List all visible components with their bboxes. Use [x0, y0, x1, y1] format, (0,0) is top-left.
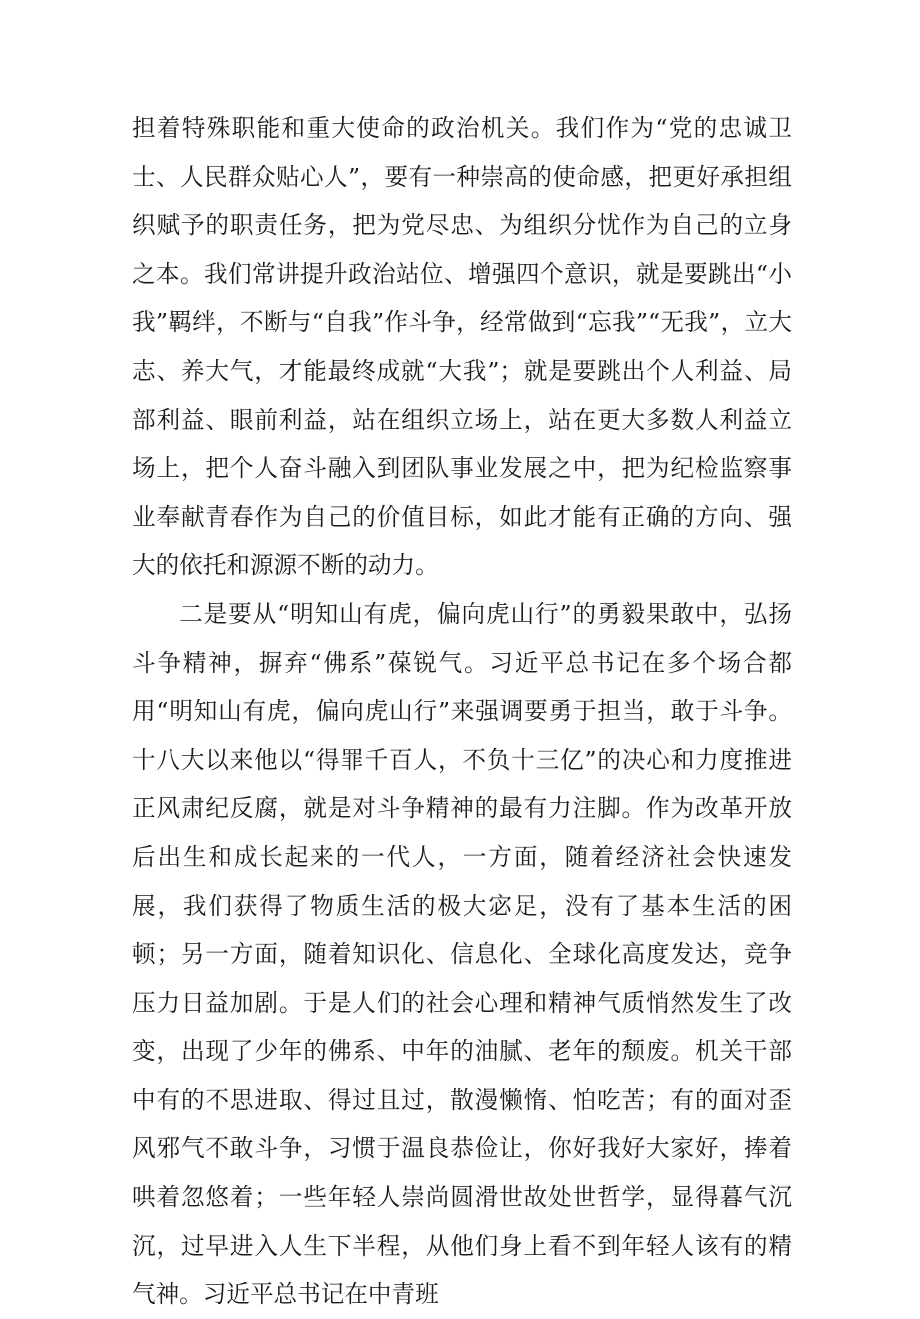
document-body — [132, 104, 792, 1319]
paragraph-continuation: 担着特殊职能和重大使命的政治机关。我们作为“党的忠诚卫士、人民群众贴心人”，要有一种崇高的使命感，把更好承担组织赋予的职责任务，把为党尽忠、为组织分忧作为自己的立身之本。我们常讲提升政治站位、增强四个意识，就是要跳出“小我”羁绊，不断与“自我”作斗争，经常做到“忘我”“无我”，立大志、养大气，才能最终成就“大我”；就是要跳出个人利益、局部利益、眼前利益，站在组织立场上，站在更大多数人利益立场上，把个人奋斗融入到团队事业发展之中，把为纪检监察事业奉献青春作为自己的价值目标，如此才能有正确的方向、强大的依托和源源不断的动力。 — [132, 114, 792, 580]
paragraph-second-point: 二是要从“明知山有虎，偏向虎山行”的勇毅果敢中，弘扬斗争精神，摒弃“佛系”葆锐气。习近平总书记在多个场合都用“明知山有虎，偏向虎山行”来强调要勇于担当，敢于斗争。十八大以来他以“得罪千百人，不负十三亿”的决心和力度推进正风肃纪反腐，就是对斗争精神的最有力注脚。作为改革开放后出生和成长起来的一代人，一方面，随着经济社会快速发展，我们获得了物质生活的极大宓足，没有了基本生活的困顿；另一方面，随着知识化、信息化、全球化高度发达，竞争压力日益加剧。于是人们的社会心理和精神气质悄然发生了改变，出现了少年的佛系、中年的油腻、老年的颓废。机关干部中有的不思进取、得过且过，散漫懒惰、怕吃苦；有的面对歪风邪气不敢斗争，习惯于温良恭俭让，你好我好大家好，捧着哄着忽悠着；一些年轻人崇尚圆滑世故处世哲学，显得暮气沉沉，过早进入人生下半程，从他们身上看不到年轻人该有的精气神。习近平总书记在中青班 — [132, 599, 792, 1309]
